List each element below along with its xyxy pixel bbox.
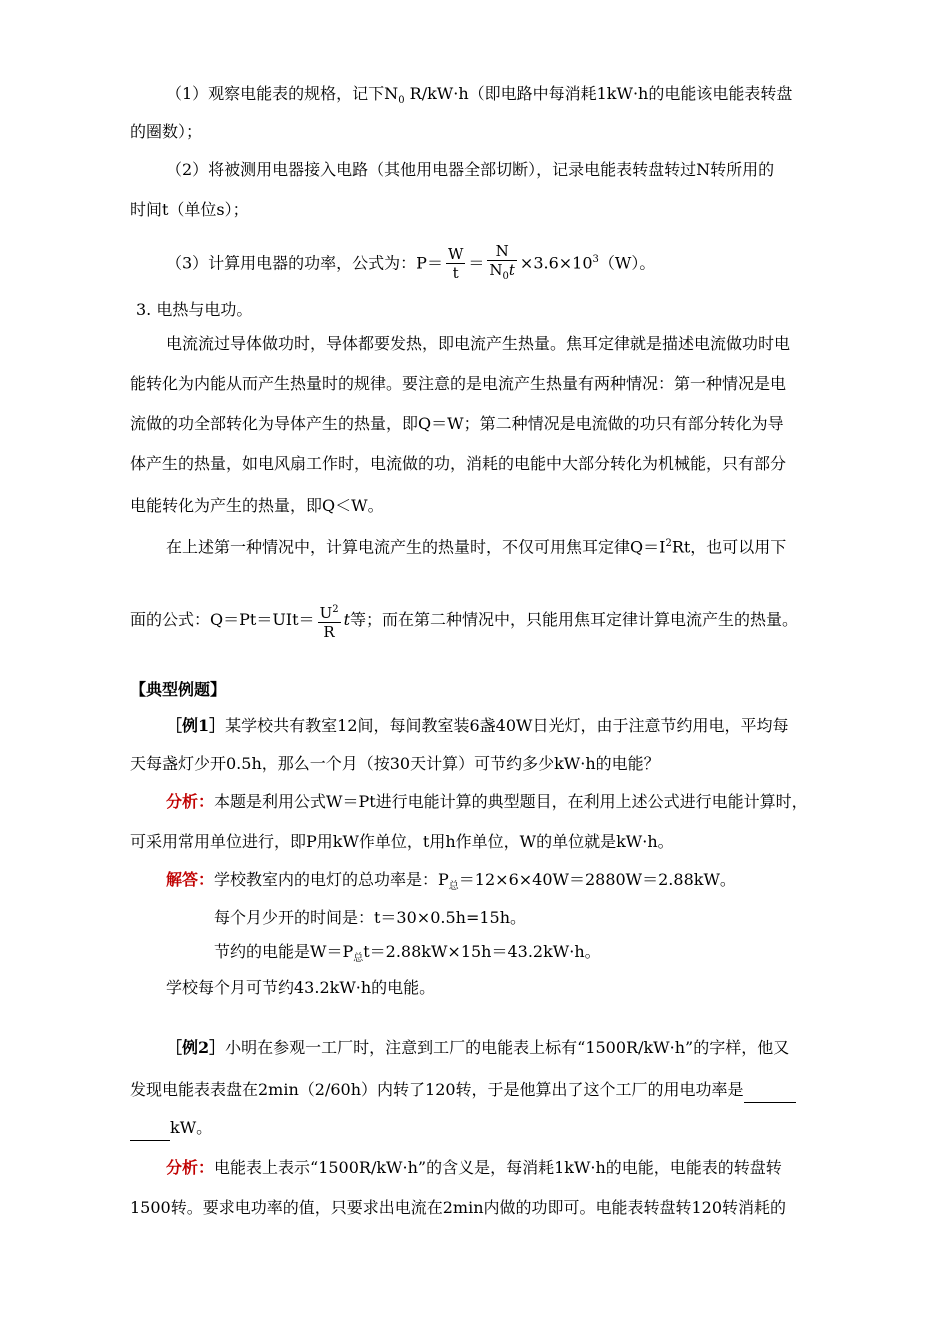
paragraph-line: 流做的功全部转化为导体产生的热量，即Q＝W；第二种情况是电流做的功只有部分转化为导 [130,414,784,433]
fraction-u2-over-r: $\frac{U^2}{R}$ [319,603,339,641]
fraction-w-over-t: $\frac{W}{t}$ [447,245,464,283]
example-1-tag: ［例1］ [166,716,226,735]
fraction-n-over-n0t: $\frac{N}{N_0t}$ [487,242,517,286]
paragraph-line: 在上述第一种情况中，计算电流产生的热量时，不仅可用焦耳定律$Q=I^2Rt$，也可以用下 [166,537,787,557]
example-2-question-cont: 发现电能表表盘在2min（2/60h）内转了120转，于是他算出了这个工厂的用电功率是 [130,1078,796,1102]
solution-step: 每个月少开的时间是：t＝30×0.5h=15h。 [214,908,527,927]
example-2-question-cont: kW。 [130,1116,212,1140]
paragraph-line: 体产生的热量，如电风扇工作时，电流做的功，消耗的电能中大部分转化为机械能，只有部分 [130,454,787,473]
paragraph-line: 能转化为内能从而产生热量时的规律。要注意的是电流产生热量有两种情况：第一种情况是电 [130,374,787,393]
solution-conclusion: 学校每个月可节约43.2kW·h的电能。 [166,978,436,997]
analysis-label: 分析： [166,792,215,811]
section-title: 【典型例题】 [130,680,227,699]
step-3-formula-line: （3）计算用电器的功率，公式为：P＝ $\frac{W}{t}$ ＝ $\frac{N}{N_0t}$ $\times 3.6\times 10^3(W)$。 [166,232,655,288]
step-1-continuation: 的圈数）； [130,122,203,141]
solution-label: 解答： [166,870,215,889]
example-2-question: ［例2］小明在参观一工厂时，注意到工厂的电能表上标有“1500R/kW·h”的字样，他又 [166,1038,790,1057]
example-2-analysis-cont: 1500转。要求电功率的值，只要求出电流在2min内做的功即可。电能表转盘转120转消耗的 [130,1198,787,1217]
example-2-tag: ［例2］ [166,1038,226,1057]
answer-blank [130,1116,170,1141]
step-2-line: （2）将被测用电器接入电路（其他用电器全部切断），记录电能表转盘转过N转所用的 [166,160,775,179]
step-1-line: （1）观察电能表的规格，记下$N_0$ R/kW·h（即电路中每消耗1kW·h的电能该电能表转盘 [166,84,793,107]
example-1-analysis: 分析：本题是利用公式W＝Pt进行电能计算的典型题目，在利用上述公式进行电能计算时， [166,792,808,811]
paragraph-formula-line: 面的公式：Q＝Pt＝UIt＝ $\frac{U^2}{R}$ t等；而在第二种情况中，只能用焦耳定律计算电流产生的热量。 [130,592,798,648]
example-1-question: ［例1］某学校共有教室12间，每间教室装6盏40W日光灯，由于注意节约用电，平均每 [166,716,789,735]
example-1-analysis-cont: 可采用常用单位进行，即P用kW作单位，t用h作单位，W的单位就是kW·h。 [130,832,674,851]
example-1-question-cont: 天每盏灯少开0.5h，那么一个月（按30天计算）可节约多少kW·h的电能？ [130,754,660,773]
section-3-heading: 3. 电热与电功。 [136,300,253,319]
example-2-analysis: 分析：电能表上表示“1500R/kW·h”的含义是，每消耗1kW·h的电能，电能表的转盘转 [166,1158,782,1177]
paragraph-line: 电能转化为产生的热量，即Q＜W。 [130,496,384,515]
step-2-continuation: 时间t（单位s）； [130,200,249,219]
analysis-label: 分析： [166,1158,215,1177]
example-1-solution: 解答：学校教室内的电灯的总功率是：$P_总=12\times 6\times 40W=2880W=2.88kW$。 [166,870,736,893]
solution-step: 节约的电能是$W=P_总t=2.88kW\times 15h=43.2kW\cdot h$。 [214,942,601,965]
paragraph-line: 电流流过导体做功时，导体都要发热，即电流产生热量。焦耳定律就是描述电流做功时电 [166,334,791,353]
answer-blank [744,1078,796,1103]
